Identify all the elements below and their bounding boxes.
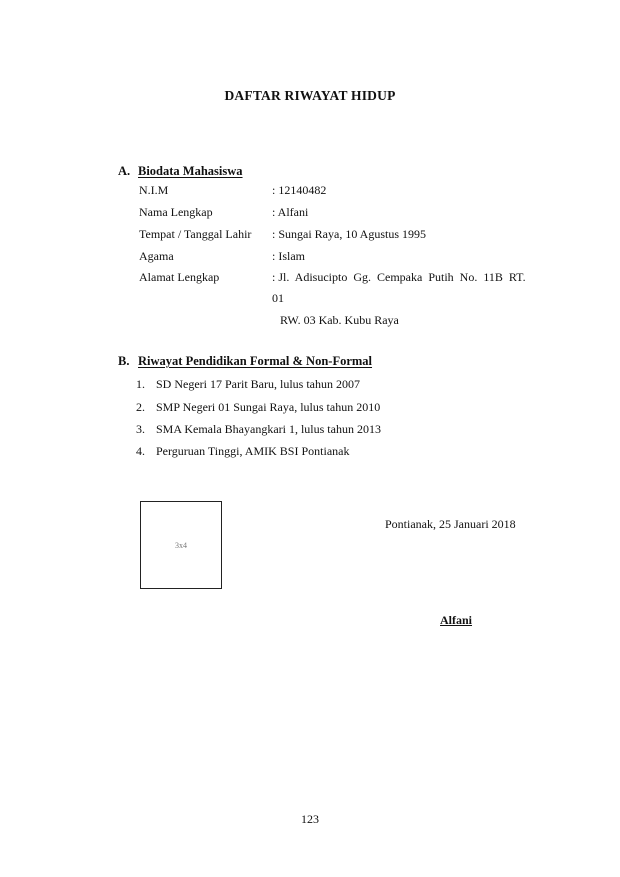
bio-label: Nama Lengkap — [139, 205, 213, 219]
document-title: DAFTAR RIWAYAT HIDUP — [224, 88, 396, 103]
bio-label: Alamat Lengkap — [139, 270, 220, 284]
education-number: 1. — [136, 377, 145, 391]
section-a-heading — [118, 164, 243, 179]
education-number: 4. — [136, 444, 145, 458]
bio-label: Tempat / Tanggal Lahir — [139, 227, 252, 241]
education-item — [136, 377, 360, 392]
education-number: 3. — [136, 422, 145, 436]
bio-value: : Alfani — [272, 205, 309, 219]
bio-label: N.I.M — [139, 183, 169, 197]
education-text: SMA Kemala Bhayangkari 1, lulus tahun 2013 — [156, 422, 381, 436]
education-item — [136, 400, 380, 415]
section-a-marker: A. — [118, 164, 131, 178]
bio-label: Agama — [139, 249, 174, 263]
place-date: Pontianak, 25 Januari 2018 — [385, 517, 516, 531]
education-text: SD Negeri 17 Parit Baru, lulus tahun 2007 — [156, 377, 360, 391]
page-number: 123 — [301, 812, 319, 826]
address-continuation: RW. 03 Kab. Kubu Raya — [280, 313, 399, 327]
education-item — [136, 444, 349, 459]
section-b-marker: B. — [118, 354, 130, 368]
photo-placeholder — [140, 501, 222, 589]
section-b-heading — [118, 354, 372, 369]
section-a-title: Biodata Mahasiswa — [138, 164, 243, 178]
photo-size-label: 3x4 — [175, 540, 187, 550]
bio-value: : Islam — [272, 249, 305, 263]
section-b-title: Riwayat Pendidikan Formal & Non-Formal — [138, 354, 373, 368]
signer-name: Alfani — [440, 613, 473, 627]
bio-value: : 12140482 — [272, 183, 327, 197]
education-text: Perguruan Tinggi, AMIK BSI Pontianak — [156, 444, 350, 458]
education-number: 2. — [136, 400, 145, 414]
education-item — [136, 422, 381, 437]
bio-value: : Sungai Raya, 10 Agustus 1995 — [272, 227, 427, 241]
address-continuation: 01 — [272, 291, 284, 305]
bio-value: : Jl. Adisucipto Gg. Cempaka Putih No. 11B RT. — [272, 270, 526, 284]
education-text: SMP Negeri 01 Sungai Raya, lulus tahun 2010 — [156, 400, 381, 414]
